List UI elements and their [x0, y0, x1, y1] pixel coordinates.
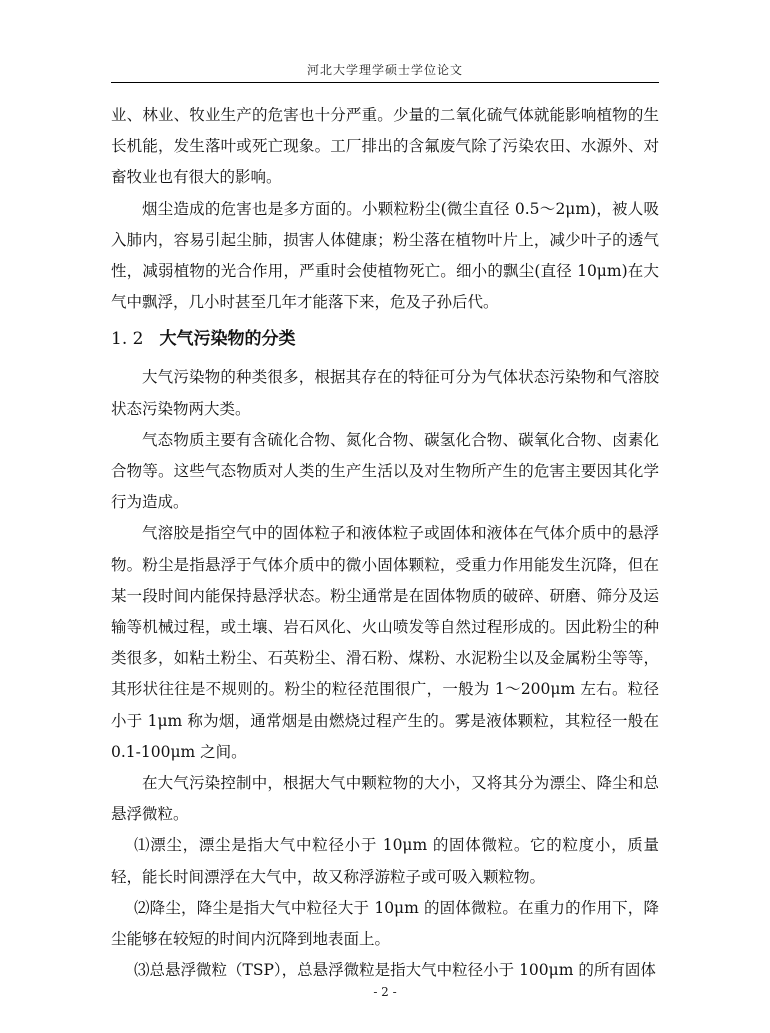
paragraph-pollutant-types: 大气污染物的种类很多，根据其存在的特征可分为气体状态污染物和气溶胶状态污染物两大类。 [111, 368, 659, 418]
paragraph-aerosol: 气溶胶是指空气中的固体粒子和液体粒子或固体和液体在气体介质中的悬浮物。粉尘是指悬浮于气体介质中的微小固体颗粒，受重力作用能发生沉降，但在某一段时间内能保持悬浮状态。粉尘通常是在固体物质的破碎、研磨、筛分及运输等机械过程，或土壤、岩石风化、火山喷发等自然过程形成的。因此粉尘的种类很多，如粘土粉尘、石英粉尘、滑石粉、煤粉、水泥粉尘以及金属粉尘等等，其形状往往是不规则的。粉尘的粒径范围很广，一般为 1～200μm 左右。粒径小于 1μm 称为烟，通常烟是由燃烧过程产生的。雾是液体颗粒，其粒径一般在 0.1-100μm 之间。 [111, 524, 659, 761]
paragraph-continuation: 业、林业、牧业生产的危害也十分严重。少量的二氧化硫气体就能影响植物的生长机能，发生落叶或死亡现象。工厂排出的含氟废气除了污染农田、水源外、对畜牧业也有很大的影响。 [111, 106, 659, 187]
section-number: 1. 2 [111, 329, 144, 350]
running-header: 河北大学理学硕士学位论文 [306, 63, 463, 77]
section-title: 大气污染物的分类 [159, 329, 296, 350]
paragraph-gaseous-substances: 气态物质主要有含硫化合物、氮化合物、碳氢化合物、碳氧化合物、卤素化合物等。这些气态物质对人类的生产生活以及对生物所产生的危害主要因其化学行为造成。 [111, 430, 659, 512]
header-rule [111, 82, 659, 83]
list-item-tsp: ⑶总悬浮微粒（TSP），总悬浮微粒是指大气中粒径小于 100μm 的所有固体 [134, 961, 656, 980]
list-item-dustfall: ⑵降尘，降尘是指大气中粒径大于 10μm 的固体微粒。在重力的作用下，降尘能够在较短的时间内沉降到地表面上。 [111, 898, 659, 949]
list-item-floating-dust: ⑴漂尘，漂尘是指大气中粒径小于 10μm 的固体微粒。它的粒度小，质量轻，能长时间漂浮在大气中，故又称浮游粒子或可吸入颗粒物。 [111, 836, 659, 886]
body-text [111, 100, 659, 986]
section-heading [111, 318, 659, 362]
paragraph-smoke-dust-harm: 烟尘造成的危害也是多方面的。小颗粒粉尘(微尘直径 0.5～2μm)，被人吸入肺内，容易引起尘肺，损害人体健康；粉尘落在植物叶片上，减少叶子的透气性，减弱植物的光合作用，严重时会使植物死亡。细小的飘尘(直径 10μm)在大气中飘浮，几小时甚至几年才能落下来，危及子孙后代。 [111, 199, 659, 312]
page-number: - 2 - [373, 985, 397, 999]
paragraph-particle-classes: 在大气污染控制中，根据大气中颗粒物的大小，又将其分为漂尘、降尘和总悬浮微粒。 [111, 774, 659, 824]
